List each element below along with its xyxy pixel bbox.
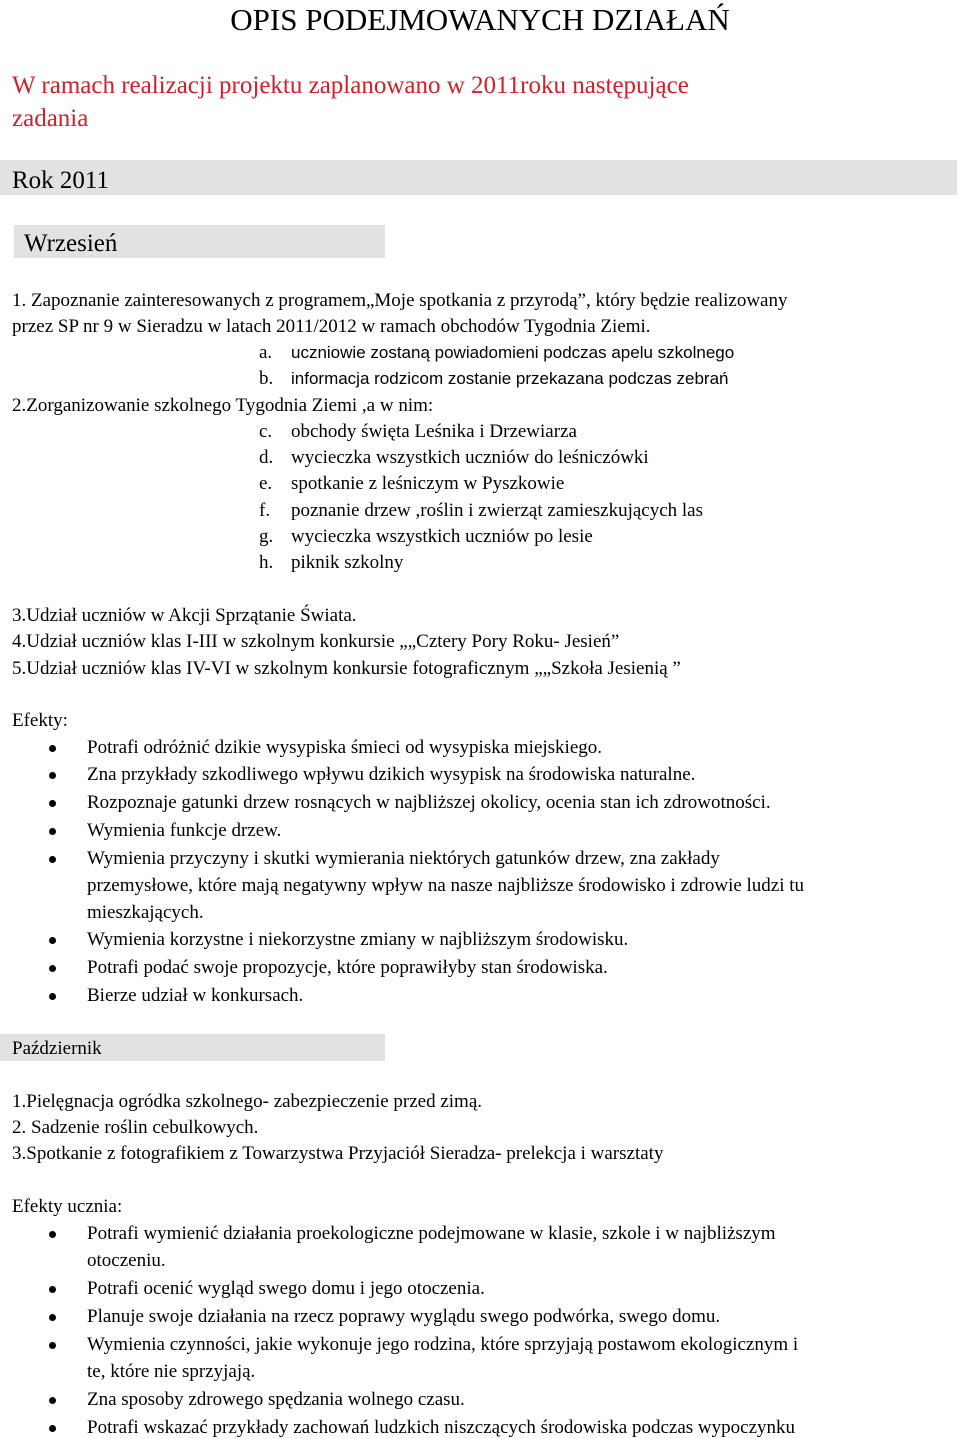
bullet-icon — [49, 828, 56, 835]
bullet-icon — [49, 772, 56, 779]
effect-item: Zna sposoby zdrowego spędzania wolnego czasu. — [87, 1389, 465, 1410]
effect-item: Potrafi podać swoje propozycje, które poprawiłyby stan środowiska. — [87, 957, 608, 978]
sub-item-letter: a. — [259, 342, 273, 363]
bullet-icon — [49, 1342, 56, 1349]
effect-item: Planuje swoje działania na rzecz poprawy wyglądu swego podwórka, swego domu. — [87, 1306, 721, 1327]
effect-item: Zna przykłady szkodliwego wpływu dzikich wysypisk na środowiska naturalne. — [87, 764, 696, 785]
effect-item: Wymienia przyczyny i skutki wymierania niektórych gatunków drzew, zna zakłady — [87, 848, 720, 869]
sub-item-letter: h. — [259, 552, 274, 573]
october-heading: Październik — [12, 1038, 102, 1059]
effect-item: Bierze udział w konkursach. — [87, 985, 304, 1006]
sub-item-letter: g. — [259, 526, 274, 547]
subtitle-line-1: W ramach realizacji projektu zaplanowano w 2011roku następujące — [12, 72, 689, 99]
sub-item-text: uczniowie zostaną powiadomieni podczas apelu szkolnego — [291, 343, 735, 362]
sub-item-text: spotkanie z leśniczym w Pyszkowie — [291, 473, 565, 494]
september-item-3: 3.Udział uczniów w Akcji Sprzątanie Świata. — [12, 605, 357, 626]
bullet-icon — [49, 1397, 56, 1404]
subtitle-line-2: zadania — [12, 105, 89, 132]
effect-item: Wymienia korzystne i niekorzystne zmiany w najbliższym środowisku. — [87, 929, 629, 950]
bullet-icon — [49, 1314, 56, 1321]
september-heading: Wrzesień — [24, 230, 118, 257]
october-item: 1.Pielęgnacja ogródka szkolnego- zabezpieczenie przed zimą. — [12, 1091, 483, 1112]
september-item-2: 2.Zorganizowanie szkolnego Tygodnia Ziemi ,a w nim: — [12, 395, 434, 416]
effect-item-continuation: te, które nie sprzyjają. — [87, 1361, 256, 1382]
bullet-icon — [49, 1286, 56, 1293]
sub-item-text: informacja rodzicom zostanie przekazana podczas zebrań — [291, 369, 729, 388]
effect-item: Potrafi wymienić działania proekologiczne podejmowane w klasie, szkole i w najbliższym — [87, 1223, 776, 1244]
september-item-1-line-1: 1. Zapoznanie zainteresowanych z programem„Moje spotkania z przyrodą”, który będzie realizowany — [12, 290, 788, 311]
sub-item-letter: e. — [259, 473, 273, 494]
september-item-1-line-2: przez SP nr 9 w Sieradzu w latach 2011/2012 w ramach obchodów Tygodnia Ziemi. — [12, 316, 651, 337]
sub-item-letter: d. — [259, 447, 274, 468]
bullet-icon — [49, 745, 56, 752]
sub-item-letter: c. — [259, 421, 273, 442]
effect-item: Potrafi ocenić wygląd swego domu i jego otoczenia. — [87, 1278, 485, 1299]
bullet-icon — [49, 965, 56, 972]
effect-item: Rozpoznaje gatunki drzew rosnących w najbliższej okolicy, ocenia stan ich zdrowotności. — [87, 792, 771, 813]
sub-item-letter: b. — [259, 368, 274, 389]
september-item-5: 5.Udział uczniów klas IV-VI w szkolnym konkursie fotograficznym „„Szkoła Jesienią ” — [12, 658, 681, 679]
page-title: OPIS PODEJMOWANYCH DZIAŁAŃ — [230, 2, 730, 37]
bullet-icon — [49, 937, 56, 944]
effect-item-continuation: otoczeniu. — [87, 1250, 166, 1271]
sub-item-text: wycieczka wszystkich uczniów do leśniczówki — [291, 447, 649, 468]
october-item: 2. Sadzenie roślin cebulkowych. — [12, 1117, 259, 1138]
sub-item-text: poznanie drzew ,roślin i zwierząt zamieszkujących las — [291, 500, 704, 521]
bullet-icon — [49, 1425, 56, 1432]
effect-item: Potrafi wskazać przykłady zachowań ludzkich niszczących środowiska podczas wypoczynku — [87, 1417, 796, 1438]
sub-item-text: obchody święta Leśnika i Drzewiarza — [291, 421, 577, 442]
october-item: 3.Spotkanie z fotografikiem z Towarzystwa Przyjaciół Sieradza- prelekcja i warsztaty — [12, 1143, 664, 1164]
effect-item: Wymienia czynności, jakie wykonuje jego rodzina, które sprzyjają postawom ekologicznym i — [87, 1334, 799, 1355]
sub-item-letter: f. — [259, 500, 271, 521]
effect-item: Wymienia funkcje drzew. — [87, 820, 282, 841]
effects-heading: Efekty: — [12, 710, 68, 731]
sub-item-text: wycieczka wszystkich uczniów po lesie — [291, 526, 593, 547]
bullet-icon — [49, 993, 56, 1000]
effects-ucznia-heading: Efekty ucznia: — [12, 1196, 123, 1217]
effect-item-continuation: przemysłowe, które mają negatywny wpływ na nasze najbliższe środowisko i zdrowie ludzi tu — [87, 875, 805, 896]
sub-item-text: piknik szkolny — [291, 552, 404, 573]
bullet-icon — [49, 800, 56, 807]
september-item-4: 4.Udział uczniów klas I-III w szkolnym konkursie „„Cztery Pory Roku- Jesień” — [12, 631, 620, 652]
effect-item: Potrafi odróżnić dzikie wysypiska śmieci od wysypiska miejskiego. — [87, 737, 603, 758]
effect-item-continuation: mieszkających. — [87, 902, 204, 923]
bullet-icon — [49, 1231, 56, 1238]
year-heading-band — [0, 160, 957, 195]
bullet-icon — [49, 856, 56, 863]
year-heading: Rok 2011 — [12, 167, 109, 194]
